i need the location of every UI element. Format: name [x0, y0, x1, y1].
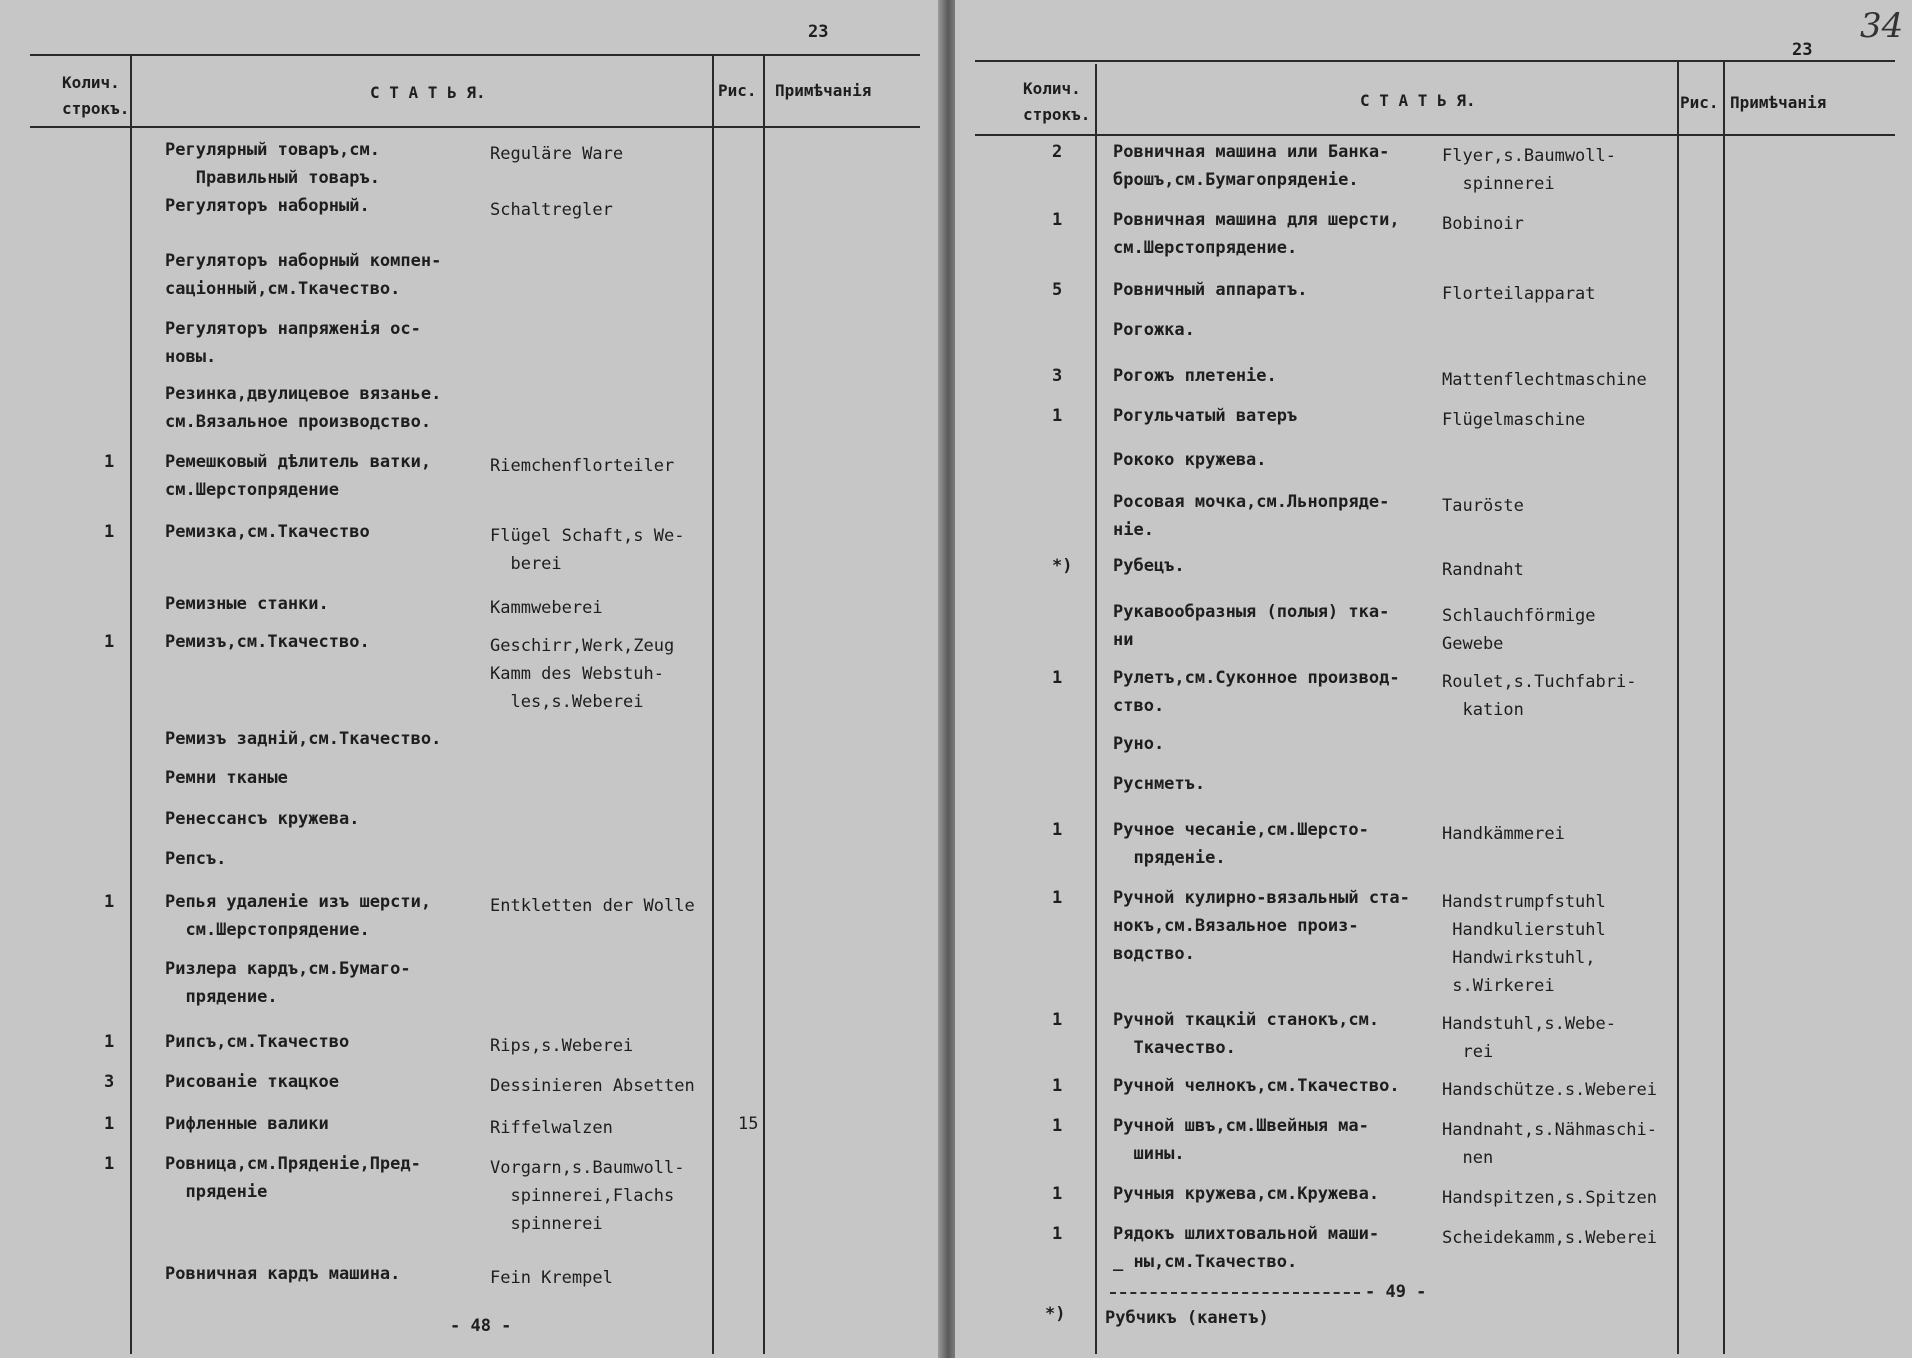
entry-german-term: Scheidekamm,s.Weberei	[1442, 1228, 1657, 1248]
entry-count: 1	[104, 892, 115, 912]
entry-article: Рогульчатый ватеръ	[1113, 406, 1298, 426]
entry-german-term: Bobinoir	[1442, 214, 1524, 234]
entry-count: 1	[104, 522, 115, 542]
entry-article: Росовая мочка,см.Льнопряде- ніе.	[1113, 492, 1390, 540]
entry-article: Резинка,двулицевое вязанье. см.Вязальное производство.	[165, 384, 442, 432]
entry-count: 1	[104, 452, 115, 472]
entry-count: *)	[1052, 556, 1073, 576]
entry-german-term: Vorgarn,s.Baumwoll- spinnerei,Flachs spinnerei	[490, 1158, 685, 1234]
entry-article: Рококо кружева.	[1113, 450, 1267, 470]
entry-count: 1	[104, 1032, 115, 1052]
entry-article: Регуляторъ наборный.	[165, 196, 370, 216]
entry-article: Руснметъ.	[1113, 774, 1206, 794]
entry-count: 3	[1052, 366, 1063, 386]
entry-figure-ref: 15	[738, 1114, 759, 1134]
entry-german-term: Flügelmaschine	[1442, 410, 1586, 430]
entry-article: Руно.	[1113, 734, 1165, 754]
entry-article: Рогожка.	[1113, 320, 1195, 340]
entry-count: 1	[1052, 406, 1063, 426]
left-col-divider-notes	[763, 54, 765, 1354]
right-page	[955, 0, 1912, 1358]
entry-german-term: Rips,s.Weberei	[490, 1036, 634, 1056]
left-col-divider-fig	[712, 54, 714, 1354]
continuation-article: Рубчикъ (канетъ)	[1105, 1308, 1269, 1328]
entry-german-term: Handstuhl,s.Webe- rei	[1442, 1014, 1616, 1062]
entry-count: 1	[104, 1114, 115, 1134]
entry-article: Рисованіе ткацкое	[165, 1072, 339, 1092]
right-header-count: Колич. строкъ.	[1023, 79, 1091, 124]
entry-count: 1	[1052, 888, 1063, 908]
entry-article: Ремизъ,см.Ткачество.	[165, 632, 370, 652]
right-header-top-rule	[975, 60, 1895, 62]
right-col-divider-count	[1095, 64, 1097, 1354]
entry-count: 1	[104, 632, 115, 652]
entry-article: Ручныя кружева,см.Кружева.	[1113, 1184, 1380, 1204]
entry-count: 5	[1052, 280, 1063, 300]
entry-german-term: Entkletten der Wolle	[490, 896, 695, 916]
right-header-article: С Т А Т Ь Я.	[1360, 91, 1476, 110]
left-header-bottom-rule	[30, 126, 920, 128]
entry-count: 1	[104, 1154, 115, 1174]
entry-article: Репсъ.	[165, 849, 227, 869]
entry-article: Ровница,см.Пряденіе,Пред- пряденіе	[165, 1154, 421, 1202]
right-header-bottom-rule	[975, 134, 1895, 136]
entry-german-term: Reguläre Ware	[490, 144, 624, 164]
entry-article: Рифленные валики	[165, 1114, 329, 1134]
entry-article: Ровничная машина для шерсти, см.Шерстопрядение.	[1113, 210, 1400, 258]
entry-german-term: Handnaht,s.Nähmaschi- nen	[1442, 1120, 1657, 1168]
entry-german-term: Dessinieren Absetten	[490, 1076, 695, 1096]
entry-german-term: Schlauchförmige Gewebe	[1442, 606, 1596, 654]
entry-article: Ручной кулирно-вязальный ста- нокъ,см.Вязальное произ- водство.	[1113, 888, 1410, 964]
left-page	[0, 0, 940, 1358]
entry-german-term: Handkämmerei	[1442, 824, 1565, 844]
entry-german-term: Roulet,s.Tuchfabri- kation	[1442, 672, 1637, 720]
entry-article: Ровничная машина или Банка- брошъ,см.Бумагопряденіе.	[1113, 142, 1390, 190]
entry-article: Ризлера кардъ,см.Бумаго- прядение.	[165, 959, 411, 1007]
right-header-fig: Рис.	[1680, 93, 1719, 112]
footnote-separator	[1110, 1292, 1360, 1294]
entry-article: Ровничный аппаратъ.	[1113, 280, 1308, 300]
entry-article: Рядокъ шлихтовальной маши- _ ны,см.Ткачество.	[1113, 1224, 1380, 1272]
right-header-notes: Примѣчанія	[1730, 93, 1827, 112]
continuation-count: *)	[1045, 1304, 1066, 1324]
entry-article: Ремизные станки.	[165, 594, 329, 614]
entry-article: Ровничная кардъ машина.	[165, 1264, 401, 1284]
handwritten-folio-number: 34	[1860, 6, 1904, 46]
entry-german-term: Riffelwalzen	[490, 1118, 613, 1138]
left-page-number: 23	[808, 22, 829, 42]
entry-count: 1	[1052, 1224, 1063, 1244]
entry-german-term: Schaltregler	[490, 200, 613, 220]
entry-article: Ручной швъ,см.Швейныя ма- шины.	[1113, 1116, 1369, 1164]
left-header-notes: Примѣчанія	[775, 81, 872, 100]
entry-article: Рубецъ.	[1113, 556, 1185, 576]
entry-article: Рогожъ плетеніе.	[1113, 366, 1277, 386]
entry-german-term: Florteilapparat	[1442, 284, 1596, 304]
left-header-count: Колич. строкъ.	[62, 73, 130, 118]
entry-article: Ремизъ задній,см.Ткачество.	[165, 729, 442, 749]
entry-count: 1	[1052, 1116, 1063, 1136]
entry-article: Ремни тканые	[165, 768, 288, 788]
left-footer-page: - 48 -	[450, 1316, 512, 1336]
entry-count: 2	[1052, 142, 1063, 162]
entry-german-term: Flügel Schaft,s We- berei	[490, 526, 685, 574]
entry-count: 1	[1052, 668, 1063, 688]
entry-article: Ремешковый дѣлитель ватки, см.Шерстопрядение	[165, 452, 432, 500]
entry-german-term: Flyer,s.Baumwoll- spinnerei	[1442, 146, 1616, 194]
left-header-article: С Т А Т Ь Я.	[370, 83, 486, 102]
right-col-divider-notes	[1723, 60, 1725, 1354]
entry-article: Регуляторъ напряженія ос- новы.	[165, 319, 421, 367]
entry-count: 1	[1052, 1010, 1063, 1030]
entry-article: Ручное чесаніе,см.Шерсто- пряденіе.	[1113, 820, 1369, 868]
entry-count: 3	[104, 1072, 115, 1092]
entry-article: Ручной ткацкій станокъ,см. Ткачество.	[1113, 1010, 1380, 1058]
entry-article: Регуляторъ наборный компен- саціонный,см.Ткачество.	[165, 251, 442, 299]
entry-count: 1	[1052, 820, 1063, 840]
entry-german-term: Riemchenflorteiler	[490, 456, 675, 476]
entry-german-term: Randnaht	[1442, 560, 1524, 580]
entry-german-term: Fein Krempel	[490, 1268, 613, 1288]
entry-german-term: Kammweberei	[490, 598, 603, 618]
entry-article: Регулярный товаръ,см. Правильный товаръ.	[165, 140, 380, 188]
left-col-divider-count	[130, 54, 132, 1354]
entry-article: Ручной челнокъ,см.Ткачество.	[1113, 1076, 1400, 1096]
entry-count: 1	[1052, 1184, 1063, 1204]
entry-german-term: Tauröste	[1442, 496, 1524, 516]
left-header-top-rule	[30, 54, 920, 56]
right-footer-page: - 49 -	[1365, 1282, 1427, 1302]
entry-count: 1	[1052, 1076, 1063, 1096]
entry-article: Репья удаленіе изъ шерсти, см.Шерстопрядение.	[165, 892, 432, 940]
entry-article: Ремизка,см.Ткачество	[165, 522, 370, 542]
right-col-divider-fig	[1677, 60, 1679, 1354]
entry-german-term: Handschütze.s.Weberei	[1442, 1080, 1657, 1100]
right-page-number: 23	[1792, 40, 1813, 60]
entry-german-term: Mattenflechtmaschine	[1442, 370, 1647, 390]
entry-count: 1	[1052, 210, 1063, 230]
entry-article: Рукавообразныя (полыя) тка- ни	[1113, 602, 1390, 650]
entry-article: Рипсъ,см.Ткачество	[165, 1032, 350, 1052]
left-header-fig: Рис.	[718, 81, 757, 100]
entry-german-term: Geschirr,Werk,Zeug Kamm des Webstuh- les,s.Weberei	[490, 636, 675, 712]
entry-article: Рулетъ,см.Суконное производ- ство.	[1113, 668, 1400, 716]
entry-german-term: Handspitzen,s.Spitzen	[1442, 1188, 1657, 1208]
entry-article: Ренессансъ кружева.	[165, 809, 360, 829]
entry-german-term: Handstrumpfstuhl Handkulierstuhl Handwirkstuhl, s.Wirkerei	[1442, 892, 1606, 996]
